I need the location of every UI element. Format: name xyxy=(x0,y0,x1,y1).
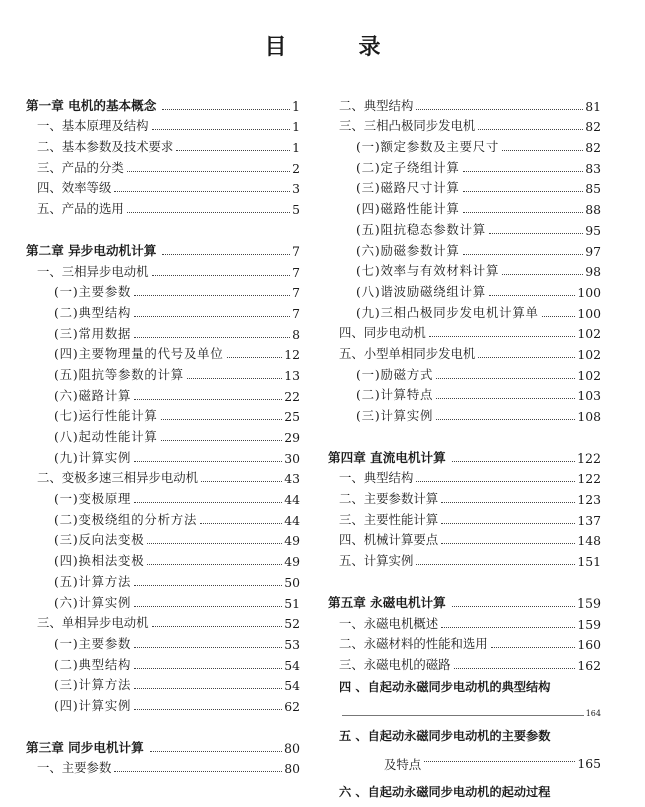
toc-page-number: 100 xyxy=(577,305,601,321)
toc-entry xyxy=(26,155,300,176)
toc-entry-label: 三、主要性能计算 xyxy=(339,511,439,527)
toc-page-number: 151 xyxy=(577,554,601,570)
toc-entry-label: (二)典型结构 xyxy=(54,656,132,672)
toc-entry-label: 二、永磁材料的性能和选用 xyxy=(339,636,488,652)
toc-leader-dots xyxy=(489,233,583,234)
toc-entry xyxy=(328,652,601,673)
toc-entry xyxy=(328,300,601,321)
toc-leader-dots xyxy=(491,647,576,648)
toc-entry-label: 五、计算实例 xyxy=(339,553,414,569)
toc-entry xyxy=(328,548,601,569)
toc-page-number: 108 xyxy=(577,409,601,424)
toc-entry-label: (三)计算实例 xyxy=(356,408,434,423)
toc-entry xyxy=(328,196,601,217)
toc-entry xyxy=(328,673,601,701)
toc-entry xyxy=(26,196,300,217)
toc-leader-dots xyxy=(416,481,575,482)
toc-entry xyxy=(26,134,300,155)
toc-leader-dots xyxy=(342,715,584,716)
toc-leader-dots xyxy=(147,564,282,565)
toc-page-number: 54 xyxy=(284,657,300,673)
toc-entry xyxy=(26,631,300,652)
toc-leader-dots xyxy=(127,171,290,172)
toc-entry xyxy=(26,176,300,197)
toc-page-number: 1 xyxy=(292,119,300,135)
toc-entry-label: 一、典型结构 xyxy=(339,470,414,486)
toc-leader-dots xyxy=(150,751,282,752)
toc-page-number: 162 xyxy=(577,657,601,673)
toc-page-number: 81 xyxy=(585,98,601,114)
toc-entry-label: (八)起动性能计算 xyxy=(54,429,158,444)
toc-leader-dots xyxy=(176,150,290,151)
toc-leader-dots xyxy=(454,668,576,669)
toc-page-number: 54 xyxy=(284,678,300,694)
toc-page-number: 165 xyxy=(577,756,601,772)
toc-leader-dots xyxy=(152,626,283,627)
toc-leader-dots xyxy=(542,316,576,317)
toc-leader-dots xyxy=(162,254,290,255)
toc-leader-dots xyxy=(134,647,282,648)
toc-entry xyxy=(328,507,601,528)
toc-page-number: 122 xyxy=(576,450,601,466)
toc-page-number: 29 xyxy=(284,430,300,445)
toc-page-number: 82 xyxy=(585,140,601,156)
toc-page-number: 123 xyxy=(577,492,601,508)
toc-leader-dots xyxy=(161,440,283,441)
toc-page-number: 160 xyxy=(577,637,601,653)
toc-leader-dots xyxy=(429,336,576,337)
toc-page-number: 122 xyxy=(577,471,601,487)
toc-entry-label: (七)效率与有效材料计算 xyxy=(356,263,500,279)
toc-entry-label: (二)定子绕组计算 xyxy=(356,159,460,175)
toc-page-number: 88 xyxy=(585,202,601,218)
toc-entry xyxy=(328,259,601,280)
toc-entry-label: (四)主要物理量的代号及单位 xyxy=(54,346,224,362)
toc-entry xyxy=(26,652,300,673)
toc-page-number: 2 xyxy=(292,160,300,176)
toc-leader-dots xyxy=(201,481,282,482)
toc-entry xyxy=(328,528,601,549)
toc-leader-dots xyxy=(152,129,291,130)
toc-leader-dots xyxy=(489,295,575,296)
toc-page-number: 51 xyxy=(284,595,300,611)
toc-page-number: 102 xyxy=(577,346,601,362)
toc-page-number: 49 xyxy=(284,533,300,549)
toc-leader-dots xyxy=(162,109,290,110)
toc-entry xyxy=(26,569,300,590)
toc-entry xyxy=(328,217,601,238)
toc-leader-dots xyxy=(187,378,282,379)
toc-entry-label: (一)主要参数 xyxy=(54,635,132,651)
toc-entry xyxy=(26,590,300,611)
toc-page-number: 83 xyxy=(585,160,601,176)
toc-entry-label: 六 、自起动永磁同步电动机的起动过程 xyxy=(339,785,551,800)
toc-entry-label: 三、永磁电机的磁路 xyxy=(339,656,451,672)
toc-entry xyxy=(26,321,300,342)
toc-leader-dots xyxy=(502,274,583,275)
toc-title-char-1: 目 xyxy=(264,35,287,60)
toc-entry-label: (三)计算方法 xyxy=(54,677,132,693)
toc-entry xyxy=(328,362,601,383)
toc-leader-dots xyxy=(147,543,282,544)
toc-entry xyxy=(26,404,300,425)
toc-page-number: 159 xyxy=(577,616,601,632)
toc-page-number: 100 xyxy=(577,284,601,300)
toc-page-number: 12 xyxy=(284,347,300,363)
toc-entry xyxy=(328,155,601,176)
toc-leader-dots xyxy=(452,461,575,462)
toc-entry-label: 及特点 xyxy=(384,756,422,772)
toc-leader-dots xyxy=(436,419,575,420)
toc-entry-label: 三、三相凸极同步发电机 xyxy=(339,118,476,134)
toc-page-number: 25 xyxy=(284,409,300,425)
toc-entry xyxy=(26,528,300,549)
toc-entry-label: (八)谐波励磁绕组计算 xyxy=(356,283,486,299)
toc-leader-dots xyxy=(463,171,584,172)
toc-leader-dots xyxy=(463,212,584,213)
toc-entry-label: (二)典型结构 xyxy=(54,304,132,320)
toc-leader-dots xyxy=(134,709,282,710)
toc-entry xyxy=(328,632,601,653)
toc-entry xyxy=(26,259,300,280)
toc-entry xyxy=(328,93,601,114)
toc-leader-dots xyxy=(134,688,282,689)
toc-leader-dots xyxy=(200,523,282,524)
toc-leader-dots xyxy=(127,212,290,213)
toc-entry xyxy=(328,722,601,750)
toc-entry-label: (三)反向法变极 xyxy=(54,532,145,548)
toc-entry-label: (九)三相凸极同步发电机计算单 xyxy=(356,304,539,320)
toc-entry xyxy=(26,280,300,301)
toc-entry xyxy=(328,701,601,722)
toc-leader-dots xyxy=(478,129,583,130)
toc-chapter-entry xyxy=(26,735,300,756)
toc-page-number: 7 xyxy=(291,243,300,259)
toc-leader-dots xyxy=(463,254,584,255)
toc-entry-label: (五)阻抗稳态参数计算 xyxy=(356,221,486,237)
toc-page-number: 97 xyxy=(585,243,601,259)
toc-page-number: 3 xyxy=(292,181,300,197)
toc-leader-dots xyxy=(436,398,575,399)
toc-page-number: 50 xyxy=(284,574,300,590)
toc-entry xyxy=(328,279,601,300)
toc-entry xyxy=(26,424,300,445)
toc-entry xyxy=(328,611,601,632)
toc-chapter-entry xyxy=(328,445,601,466)
toc-page-number: 1 xyxy=(291,98,300,114)
toc-entry xyxy=(26,362,300,383)
toc-entry-label: (一)主要参数 xyxy=(54,284,132,300)
toc-entry-label: 三、产品的分类 xyxy=(37,159,124,175)
toc-page-number: 7 xyxy=(292,285,300,301)
toc-page-number: 52 xyxy=(284,616,300,632)
toc-entry xyxy=(328,134,601,155)
toc-entry-label: 四 、自起动永磁同步电动机的典型结构 xyxy=(339,680,551,695)
toc-entry-label: 五 、自起动永磁同步电动机的主要参数 xyxy=(339,729,551,744)
toc-page-number: 53 xyxy=(284,636,300,652)
toc-entry xyxy=(26,611,300,632)
toc-entry xyxy=(328,114,601,135)
toc-page-number: 49 xyxy=(284,554,300,570)
toc-entry xyxy=(26,673,300,694)
toc-entry-label: (一)额定参数及主要尺寸 xyxy=(356,139,500,155)
toc-entry xyxy=(328,176,601,197)
toc-entry-label: 四、同步电动机 xyxy=(339,325,426,341)
toc-entry-label: 第四章 直流电机计算 xyxy=(328,449,446,465)
toc-leader-dots xyxy=(134,461,282,462)
toc-entry-label: 五、产品的选用 xyxy=(37,201,124,217)
toc-entry-label: 一、永磁电机概述 xyxy=(339,615,439,631)
toc-entry xyxy=(26,507,300,528)
toc-entry-label: 第二章 异步电动机计算 xyxy=(26,242,157,258)
toc-leader-dots xyxy=(134,316,290,317)
toc-entry xyxy=(26,383,300,404)
toc-entry-label: (二)计算特点 xyxy=(356,387,434,403)
toc-leader-dots xyxy=(441,627,575,628)
toc-entry-label: 三、单相异步电动机 xyxy=(37,615,149,631)
toc-page-number: 44 xyxy=(284,492,300,508)
toc-entry xyxy=(26,114,300,135)
toc-entry-label: 一、主要参数 xyxy=(37,760,112,776)
toc-entry-label: (三)常用数据 xyxy=(54,325,132,341)
toc-entry xyxy=(26,548,300,569)
toc-page-number: 13 xyxy=(284,367,300,383)
toc-entry xyxy=(328,341,601,362)
toc-leader-dots xyxy=(478,357,575,358)
toc-entry-label: 一、三相异步电动机 xyxy=(37,263,149,279)
toc-leader-dots xyxy=(134,668,282,669)
toc-leader-dots xyxy=(161,419,283,420)
toc-leader-dots xyxy=(416,564,575,565)
toc-page-number: 30 xyxy=(284,450,300,466)
toc-entry xyxy=(328,238,601,259)
toc-page-number: 95 xyxy=(585,222,601,238)
toc-page-number: 44 xyxy=(284,512,300,528)
toc-entry-label: 二、主要参数计算 xyxy=(339,491,439,507)
toc-entry-label: 四、效率等级 xyxy=(37,180,112,196)
toc-entry xyxy=(26,486,300,507)
toc-leader-dots xyxy=(134,585,282,586)
toc-entry-label: 第一章 电机的基本概念 xyxy=(26,97,157,113)
toc-leader-dots xyxy=(134,399,282,400)
toc-entry xyxy=(328,403,601,424)
toc-entry xyxy=(328,750,601,778)
toc-leader-dots xyxy=(134,295,290,296)
toc-entry xyxy=(328,321,601,342)
toc-entry-label: (四)磁路性能计算 xyxy=(356,201,460,217)
toc-leader-dots xyxy=(441,543,575,544)
toc-chapter-entry xyxy=(26,93,300,114)
toc-entry-label: (四)计算实例 xyxy=(54,697,132,713)
toc-page-number: 22 xyxy=(284,388,300,404)
toc-page-number: 103 xyxy=(577,388,601,404)
toc-page-number: 159 xyxy=(576,595,601,611)
toc-entry-label: (一)励磁方式 xyxy=(356,366,434,382)
toc-leader-dots xyxy=(441,523,575,524)
toc-title xyxy=(0,30,645,61)
toc-entry-label: 四、机械计算要点 xyxy=(339,532,439,548)
toc-leader-dots xyxy=(134,337,290,338)
toc-leader-dots xyxy=(502,150,583,151)
toc-page-number: 43 xyxy=(284,471,300,487)
toc-entry xyxy=(328,778,601,806)
toc-leader-dots xyxy=(416,109,583,110)
toc-entry-label: (六)励磁参数计算 xyxy=(356,242,460,258)
toc-page-number: 80 xyxy=(284,761,300,777)
toc-page-number: 1 xyxy=(292,140,300,156)
toc-leader-dots xyxy=(114,191,290,192)
toc-page-number: 80 xyxy=(283,740,300,756)
toc-entry xyxy=(328,486,601,507)
toc-entry xyxy=(26,466,300,487)
toc-entry-label: 二、基本参数及技术要求 xyxy=(37,139,174,155)
toc-title-char-2: 录 xyxy=(358,35,381,60)
toc-chapter-entry xyxy=(26,238,300,259)
toc-entry xyxy=(26,756,300,777)
toc-entry-label: 二、典型结构 xyxy=(339,97,414,113)
toc-entry xyxy=(328,466,601,487)
toc-entry-label: (一)变极原理 xyxy=(54,491,132,507)
toc-leader-dots xyxy=(452,606,575,607)
toc-page-number: 102 xyxy=(577,367,601,383)
toc-page-number: 62 xyxy=(284,698,300,714)
toc-page-number: 137 xyxy=(577,512,601,528)
toc-entry xyxy=(26,693,300,714)
toc-entry xyxy=(26,342,300,363)
toc-chapter-entry xyxy=(328,590,601,611)
toc-entry-label: 一、基本原理及结构 xyxy=(37,118,149,134)
toc-entry-label: (六)磁路计算 xyxy=(54,387,132,403)
toc-page-number: 98 xyxy=(585,264,601,280)
toc-entry-label: 第五章 永磁电机计算 xyxy=(328,594,446,610)
toc-page-number: 5 xyxy=(292,202,300,218)
toc-column-right xyxy=(328,93,601,806)
toc-page-number: 164 xyxy=(585,708,601,718)
toc-page-number: 82 xyxy=(585,119,601,135)
toc-page-number: 148 xyxy=(577,533,601,549)
toc-entry-label: 第三章 同步电机计算 xyxy=(26,739,144,755)
toc-leader-dots xyxy=(134,502,282,503)
toc-page-number: 102 xyxy=(577,326,601,342)
toc-entry-label: (四)换相法变极 xyxy=(54,553,145,569)
toc-entry-label: (九)计算实例 xyxy=(54,449,132,465)
toc-page-number: 8 xyxy=(292,326,300,342)
toc-entry-label: (三)磁路尺寸计算 xyxy=(356,180,460,196)
toc-entry-label: (五)计算方法 xyxy=(54,573,132,589)
toc-leader-dots xyxy=(152,275,291,276)
toc-entry-label: (五)阻抗等参数的计算 xyxy=(54,366,184,382)
toc-page-number: 7 xyxy=(292,305,300,321)
toc-leader-dots xyxy=(114,771,282,772)
toc-entry-label: 五、小型单相同步发电机 xyxy=(339,345,476,361)
toc-leader-dots xyxy=(227,357,283,358)
toc-entry xyxy=(26,300,300,321)
toc-leader-dots xyxy=(441,502,575,503)
toc-page-number: 85 xyxy=(585,181,601,197)
toc-entry-label: 二、变极多速三相异步电动机 xyxy=(37,470,199,486)
toc-entry-label: (六)计算实例 xyxy=(54,594,132,610)
toc-entry xyxy=(328,383,601,404)
toc-entry-label: (七)运行性能计算 xyxy=(54,408,158,424)
toc-entry xyxy=(26,445,300,466)
toc-leader-dots xyxy=(424,761,575,762)
toc-leader-dots xyxy=(463,191,584,192)
toc-entry-label: (二)变极绕组的分析方法 xyxy=(54,511,198,527)
toc-page-number: 7 xyxy=(292,264,300,280)
toc-leader-dots xyxy=(134,606,282,607)
toc-column-left xyxy=(26,93,300,776)
toc-leader-dots xyxy=(436,378,575,379)
